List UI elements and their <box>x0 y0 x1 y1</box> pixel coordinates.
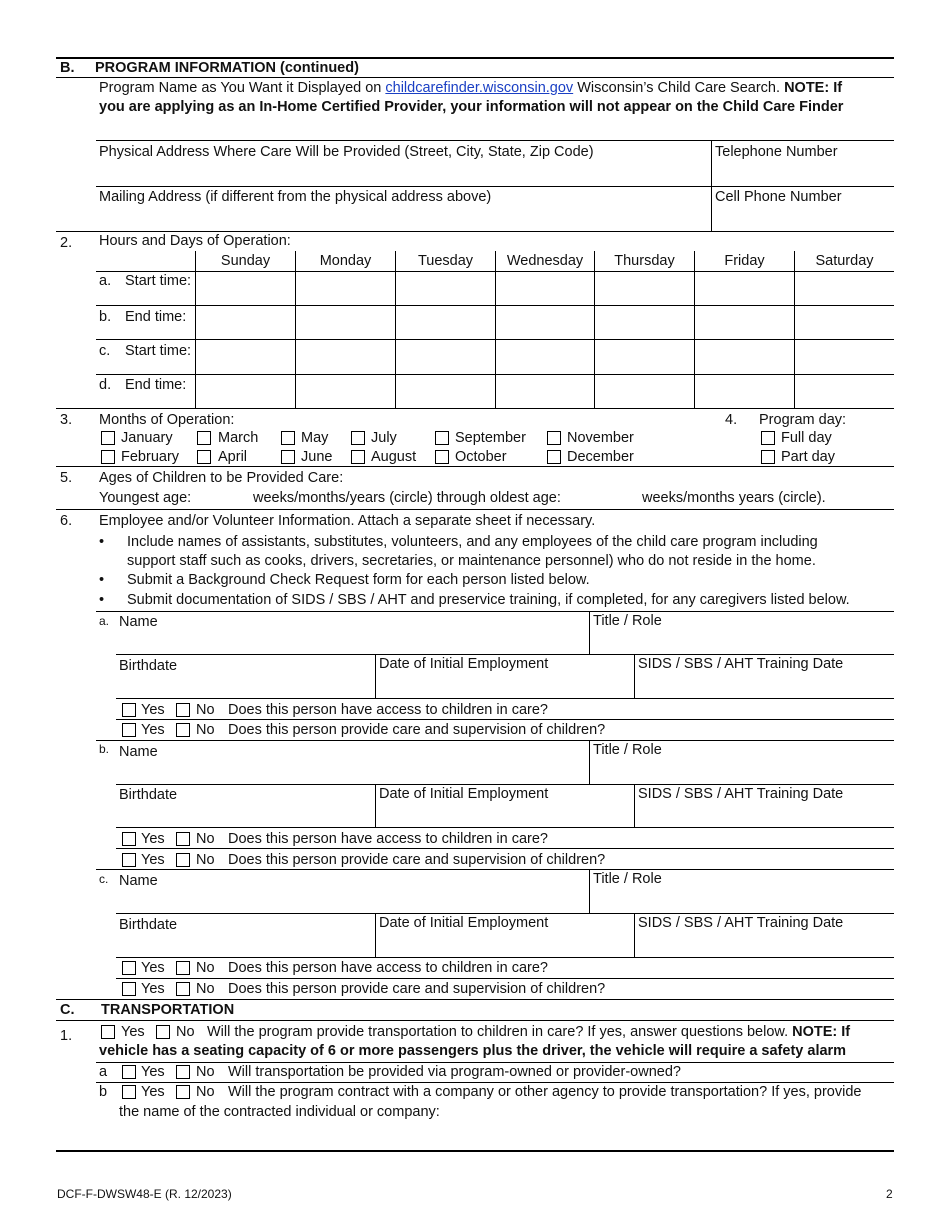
supervision-yes-checkbox[interactable] <box>122 982 136 996</box>
transport-yes-checkbox[interactable] <box>101 1025 115 1039</box>
section-c-letter: C. <box>60 1002 75 1018</box>
full-day-label: Full day <box>781 430 832 446</box>
divider <box>589 869 590 913</box>
day-header-sunday: Sunday <box>220 253 271 269</box>
no-label: No <box>196 722 215 738</box>
row-letter: b. <box>99 309 112 325</box>
program-day-label: Program day: <box>759 412 847 428</box>
employees-label: Employee and/or Volunteer Information. Attach a separate sheet if necessary. <box>99 513 596 529</box>
divider <box>116 654 894 655</box>
program-name-suffix: Wisconsin’s Child Care Search. <box>577 80 781 96</box>
hours-label: Hours and Days of Operation: <box>99 233 291 249</box>
divider <box>96 186 894 187</box>
row-label: End time: <box>125 377 187 393</box>
day-header-monday: Monday <box>319 253 372 269</box>
program-name-label <box>99 80 842 96</box>
person-letter: a. <box>99 614 110 628</box>
yes-label: Yes <box>141 831 165 847</box>
bullet-text: Submit a Background Check Request form for each person listed below. <box>127 572 590 588</box>
birthdate-field[interactable]: Birthdate <box>119 917 178 933</box>
months-number: 3. <box>60 412 73 428</box>
february-checkbox[interactable] <box>101 450 115 464</box>
name-field[interactable]: Name <box>119 873 158 889</box>
day-header-friday: Friday <box>724 253 765 269</box>
access-yes-checkbox[interactable] <box>122 703 136 717</box>
day-header-tuesday: Tuesday <box>417 253 474 269</box>
transport-qb-letter: b <box>99 1084 108 1100</box>
supervision-question: Does this person provide care and supervision of children? <box>228 981 606 997</box>
bullet-icon: • <box>99 534 105 550</box>
youngest-age-label[interactable]: Youngest age: <box>99 490 192 506</box>
ages-label: Ages of Children to be Provided Care: <box>99 470 344 486</box>
transport-note-label: NOTE: If <box>792 1024 851 1040</box>
august-checkbox[interactable] <box>351 450 365 464</box>
employment-date-field[interactable]: Date of Initial Employment <box>379 915 549 931</box>
november-checkbox[interactable] <box>547 431 561 445</box>
yes-label: Yes <box>141 702 165 718</box>
divider <box>56 77 894 78</box>
access-question: Does this person have access to children in care? <box>228 831 548 847</box>
supervision-question: Does this person provide care and supervision of children? <box>228 852 606 868</box>
no-label: No <box>176 1024 195 1040</box>
divider <box>56 999 894 1000</box>
employment-date-field[interactable]: Date of Initial Employment <box>379 786 549 802</box>
yes-label: Yes <box>141 722 165 738</box>
october-label: October <box>455 449 507 465</box>
divider <box>56 408 894 409</box>
divider <box>56 509 894 510</box>
employees-number: 6. <box>60 513 73 529</box>
row-label: Start time: <box>125 273 192 289</box>
divider <box>794 251 795 408</box>
section-b-letter: B. <box>60 60 75 76</box>
no-label: No <box>196 960 215 976</box>
ages-end-text: weeks/months years (circle). <box>642 490 826 506</box>
july-checkbox[interactable] <box>351 431 365 445</box>
april-checkbox[interactable] <box>197 450 211 464</box>
contract-yes-checkbox[interactable] <box>122 1085 136 1099</box>
divider <box>634 784 635 827</box>
divider <box>195 251 196 408</box>
ages-number: 5. <box>60 470 73 486</box>
may-checkbox[interactable] <box>281 431 295 445</box>
birthdate-field[interactable]: Birthdate <box>119 787 178 803</box>
part-day-label: Part day <box>781 449 835 465</box>
title-role-field[interactable]: Title / Role <box>593 871 662 887</box>
bullet-text: Submit documentation of SIDS / SBS / AHT and preservice training, if completed, for any caregivers listed below. <box>127 592 850 608</box>
row-letter: d. <box>99 377 112 393</box>
part-day-checkbox[interactable] <box>761 450 775 464</box>
yes-label: Yes <box>121 1024 145 1040</box>
yes-label: Yes <box>141 960 165 976</box>
training-date-field[interactable]: SIDS / SBS / AHT Training Date <box>638 656 844 672</box>
transport-question <box>207 1024 850 1040</box>
supervision-no-checkbox[interactable] <box>176 723 190 737</box>
title-role-field[interactable]: Title / Role <box>593 613 662 629</box>
supervision-no-checkbox[interactable] <box>176 853 190 867</box>
access-yes-checkbox[interactable] <box>122 832 136 846</box>
day-header-wednesday: Wednesday <box>506 253 584 269</box>
yes-label: Yes <box>141 981 165 997</box>
section-c-title: TRANSPORTATION <box>101 1002 235 1018</box>
access-no-checkbox[interactable] <box>176 703 190 717</box>
divider <box>56 466 894 467</box>
march-checkbox[interactable] <box>197 431 211 445</box>
training-date-field[interactable]: SIDS / SBS / AHT Training Date <box>638 915 844 931</box>
divider <box>375 913 376 957</box>
name-field[interactable]: Name <box>119 744 158 760</box>
bullet-text: Include names of assistants, substitutes, volunteers, and any employees of the child care program including <box>127 534 818 550</box>
top-rule <box>56 57 894 59</box>
divider <box>56 231 894 232</box>
in-home-note: you are applying as an In-Home Certified Provider, your information will not appear on the Child Care Finder <box>99 99 844 115</box>
divider <box>589 611 590 654</box>
december-label: December <box>567 449 634 465</box>
safety-alarm-note: vehicle has a seating capacity of 6 or more passengers plus the driver, the vehicle will require a safety alarm <box>99 1043 847 1059</box>
person-letter: c. <box>99 872 109 886</box>
program-name-prefix: Program Name as You Want it Displayed on <box>99 80 382 96</box>
hours-number: 2. <box>60 235 73 251</box>
contract-question: Will the program contract with a company or other agency to provide transportation? If yes, provide <box>228 1084 862 1100</box>
transport-qa-letter: a <box>99 1064 108 1080</box>
divider <box>634 913 635 957</box>
yes-label: Yes <box>141 852 165 868</box>
months-label: Months of Operation: <box>99 412 235 428</box>
employment-date-field[interactable]: Date of Initial Employment <box>379 656 549 672</box>
divider <box>96 740 894 741</box>
divider <box>694 251 695 408</box>
supervision-question: Does this person provide care and supervision of children? <box>228 722 606 738</box>
transport-q1-number: 1. <box>60 1028 73 1044</box>
february-label: February <box>121 449 180 465</box>
person-letter: b. <box>99 742 110 756</box>
training-date-field[interactable]: SIDS / SBS / AHT Training Date <box>638 786 844 802</box>
divider <box>96 1082 894 1083</box>
divider <box>116 698 894 699</box>
divider <box>96 611 894 612</box>
access-question: Does this person have access to children in care? <box>228 702 548 718</box>
access-no-checkbox[interactable] <box>176 961 190 975</box>
bullet-icon: • <box>99 572 105 588</box>
bullet-text: support staff such as cooks, drivers, secretaries, or maintenance personnel) who do not reside in the home. <box>127 553 816 569</box>
row-letter: c. <box>99 343 111 359</box>
program-day-number: 4. <box>725 412 738 428</box>
divider <box>96 140 894 141</box>
full-day-checkbox[interactable] <box>761 431 775 445</box>
divider <box>589 740 590 784</box>
bottom-rule <box>56 1150 894 1152</box>
april-label: April <box>218 449 248 465</box>
childcarefinder-link[interactable]: childcarefinder.wisconsin.gov <box>385 80 574 96</box>
form-id: DCF-F-DWSW48-E (R. 12/2023) <box>57 1187 232 1201</box>
no-label: No <box>196 852 215 868</box>
march-label: March <box>218 430 259 446</box>
divider <box>116 719 894 720</box>
november-label: November <box>567 430 634 446</box>
divider <box>495 251 496 408</box>
access-yes-checkbox[interactable] <box>122 961 136 975</box>
supervision-yes-checkbox[interactable] <box>122 853 136 867</box>
january-checkbox[interactable] <box>101 431 115 445</box>
june-label: June <box>301 449 333 465</box>
divider <box>295 251 296 408</box>
access-no-checkbox[interactable] <box>176 832 190 846</box>
cell-phone-label[interactable]: Cell Phone Number <box>715 189 842 205</box>
divider <box>96 869 894 870</box>
note-label: NOTE: If <box>784 80 843 96</box>
name-field[interactable]: Name <box>119 614 158 630</box>
no-label: No <box>196 702 215 718</box>
bullet-icon: • <box>99 592 105 608</box>
divider <box>116 848 894 849</box>
section-b-title: PROGRAM INFORMATION (continued) <box>95 60 359 76</box>
divider <box>375 784 376 827</box>
divider <box>116 978 894 979</box>
owned-question: Will transportation be provided via program-owned or provider-owned? <box>228 1064 681 1080</box>
yes-label: Yes <box>141 1064 165 1080</box>
contract-no-checkbox[interactable] <box>176 1085 190 1099</box>
divider <box>116 827 894 828</box>
no-label: No <box>196 1084 215 1100</box>
owned-no-checkbox[interactable] <box>176 1065 190 1079</box>
supervision-yes-checkbox[interactable] <box>122 723 136 737</box>
day-header-saturday: Saturday <box>815 253 874 269</box>
owned-yes-checkbox[interactable] <box>122 1065 136 1079</box>
december-checkbox[interactable] <box>547 450 561 464</box>
ages-middle-text[interactable]: weeks/months/years (circle) through oldest age: <box>253 490 561 506</box>
page-number: 2 <box>886 1187 893 1201</box>
transport-question-text: Will the program provide transportation to children in care? If yes, answer questions below. <box>207 1024 789 1040</box>
october-checkbox[interactable] <box>435 450 449 464</box>
mailing-address-label[interactable]: Mailing Address (if different from the physical address above) <box>99 189 492 205</box>
no-label: No <box>196 831 215 847</box>
supervision-no-checkbox[interactable] <box>176 982 190 996</box>
row-label: End time: <box>125 309 187 325</box>
no-label: No <box>196 981 215 997</box>
no-label: No <box>196 1064 215 1080</box>
divider <box>116 784 894 785</box>
may-label: May <box>301 430 329 446</box>
january-label: January <box>121 430 173 446</box>
divider <box>56 1020 894 1021</box>
september-label: September <box>455 430 526 446</box>
august-label: August <box>371 449 417 465</box>
yes-label: Yes <box>141 1084 165 1100</box>
transport-no-checkbox[interactable] <box>156 1025 170 1039</box>
contract-question-line2[interactable]: the name of the contracted individual or company: <box>119 1104 440 1120</box>
divider <box>395 251 396 408</box>
row-letter: a. <box>99 273 112 289</box>
day-header-thursday: Thursday <box>614 253 675 269</box>
june-checkbox[interactable] <box>281 450 295 464</box>
title-role-field[interactable]: Title / Role <box>593 742 662 758</box>
birthdate-field[interactable]: Birthdate <box>119 658 178 674</box>
divider <box>375 654 376 698</box>
row-label: Start time: <box>125 343 192 359</box>
july-label: July <box>371 430 397 446</box>
divider <box>96 1062 894 1063</box>
divider <box>594 251 595 408</box>
telephone-label[interactable]: Telephone Number <box>715 144 838 160</box>
divider <box>116 913 894 914</box>
access-question: Does this person have access to children in care? <box>228 960 548 976</box>
physical-address-label[interactable]: Physical Address Where Care Will be Provided (Street, City, State, Zip Code) <box>99 144 594 160</box>
divider <box>116 957 894 958</box>
september-checkbox[interactable] <box>435 431 449 445</box>
divider <box>634 654 635 698</box>
